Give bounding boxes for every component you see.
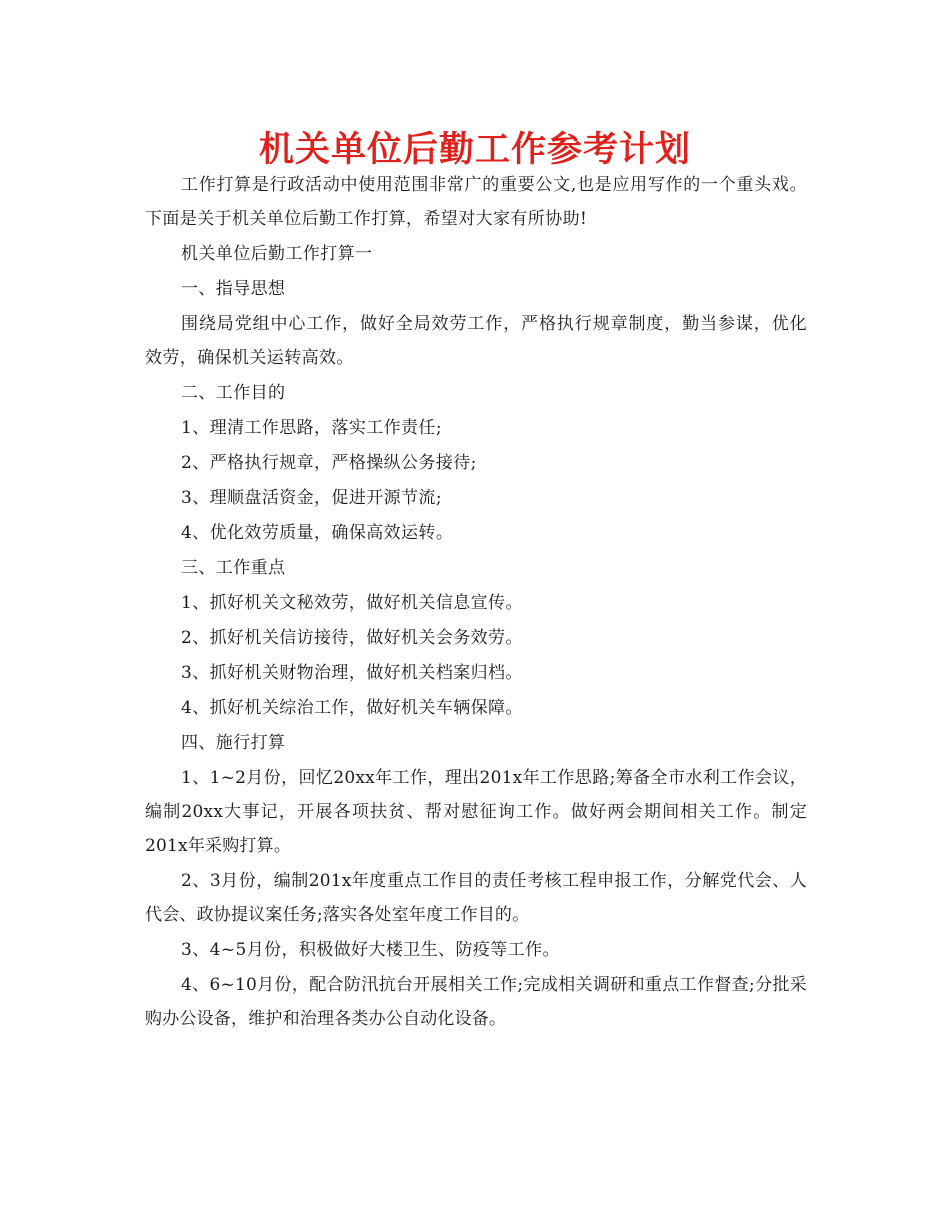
document-title: 机关单位后勤工作参考计划 (258, 130, 691, 170)
section-heading-work-focus: 三、工作重点 (181, 558, 286, 578)
implementation-item: 2、3月份，编制201x年度重点工作目的责任考核工程申报工作，分解党代会、人代会、政协提议案任务;落实各处室年度工作目的。 (145, 871, 807, 925)
work-focus-item: 1、抓好机关文秘效劳，做好机关信息宣传。 (181, 593, 523, 613)
work-goal-item: 1、理清工作思路，落实工作责任; (181, 418, 442, 438)
implementation-item: 4、6~10月份，配合防汛抗台开展相关工作;完成相关调研和重点工作督查;分批采购办公设备，维护和治理各类办公自动化设备。 (145, 975, 807, 1029)
work-focus-item: 4、抓好机关综治工作，做好机关车辆保障。 (181, 698, 523, 718)
implementation-item: 1、1~2月份，回忆20xx年工作，理出201x年工作思路;筹备全市水利工作会议，编制20xx大事记，开展各项扶贫、帮对慰征询工作。做好两会期间相关工作。制定201x年采购打算。 (145, 768, 807, 856)
section-heading-guiding-thought: 一、指导思想 (181, 279, 286, 299)
guiding-thought-paragraph: 围绕局党组中心工作，做好全局效劳工作，严格执行规章制度，勤当参谋，优化效劳，确保机关运转高效。 (145, 314, 807, 368)
work-goal-item: 4、优化效劳质量，确保高效运转。 (181, 523, 454, 543)
work-goal-item: 3、理顺盘活资金，促进开源节流; (181, 488, 442, 508)
work-focus-item: 2、抓好机关信访接待，做好机关会务效劳。 (181, 628, 523, 648)
work-focus-item: 3、抓好机关财物治理，做好机关档案归档。 (181, 663, 523, 683)
work-goal-item: 2、严格执行规章，严格操纵公务接待; (181, 453, 477, 473)
document-body (145, 168, 807, 1037)
section-heading-implementation: 四、施行打算 (181, 733, 286, 753)
implementation-item: 3、4~5月份，积极做好大楼卫生、防疫等工作。 (181, 940, 560, 960)
intro-paragraph: 工作打算是行政活动中使用范围非常广的重要公文,也是应用写作的一个重头戏。下面是关于机关单位后勤工作打算，希望对大家有所协助! (145, 175, 807, 229)
section-heading-work-goals: 二、工作目的 (181, 383, 286, 403)
plan-subtitle: 机关单位后勤工作打算一 (181, 244, 373, 264)
